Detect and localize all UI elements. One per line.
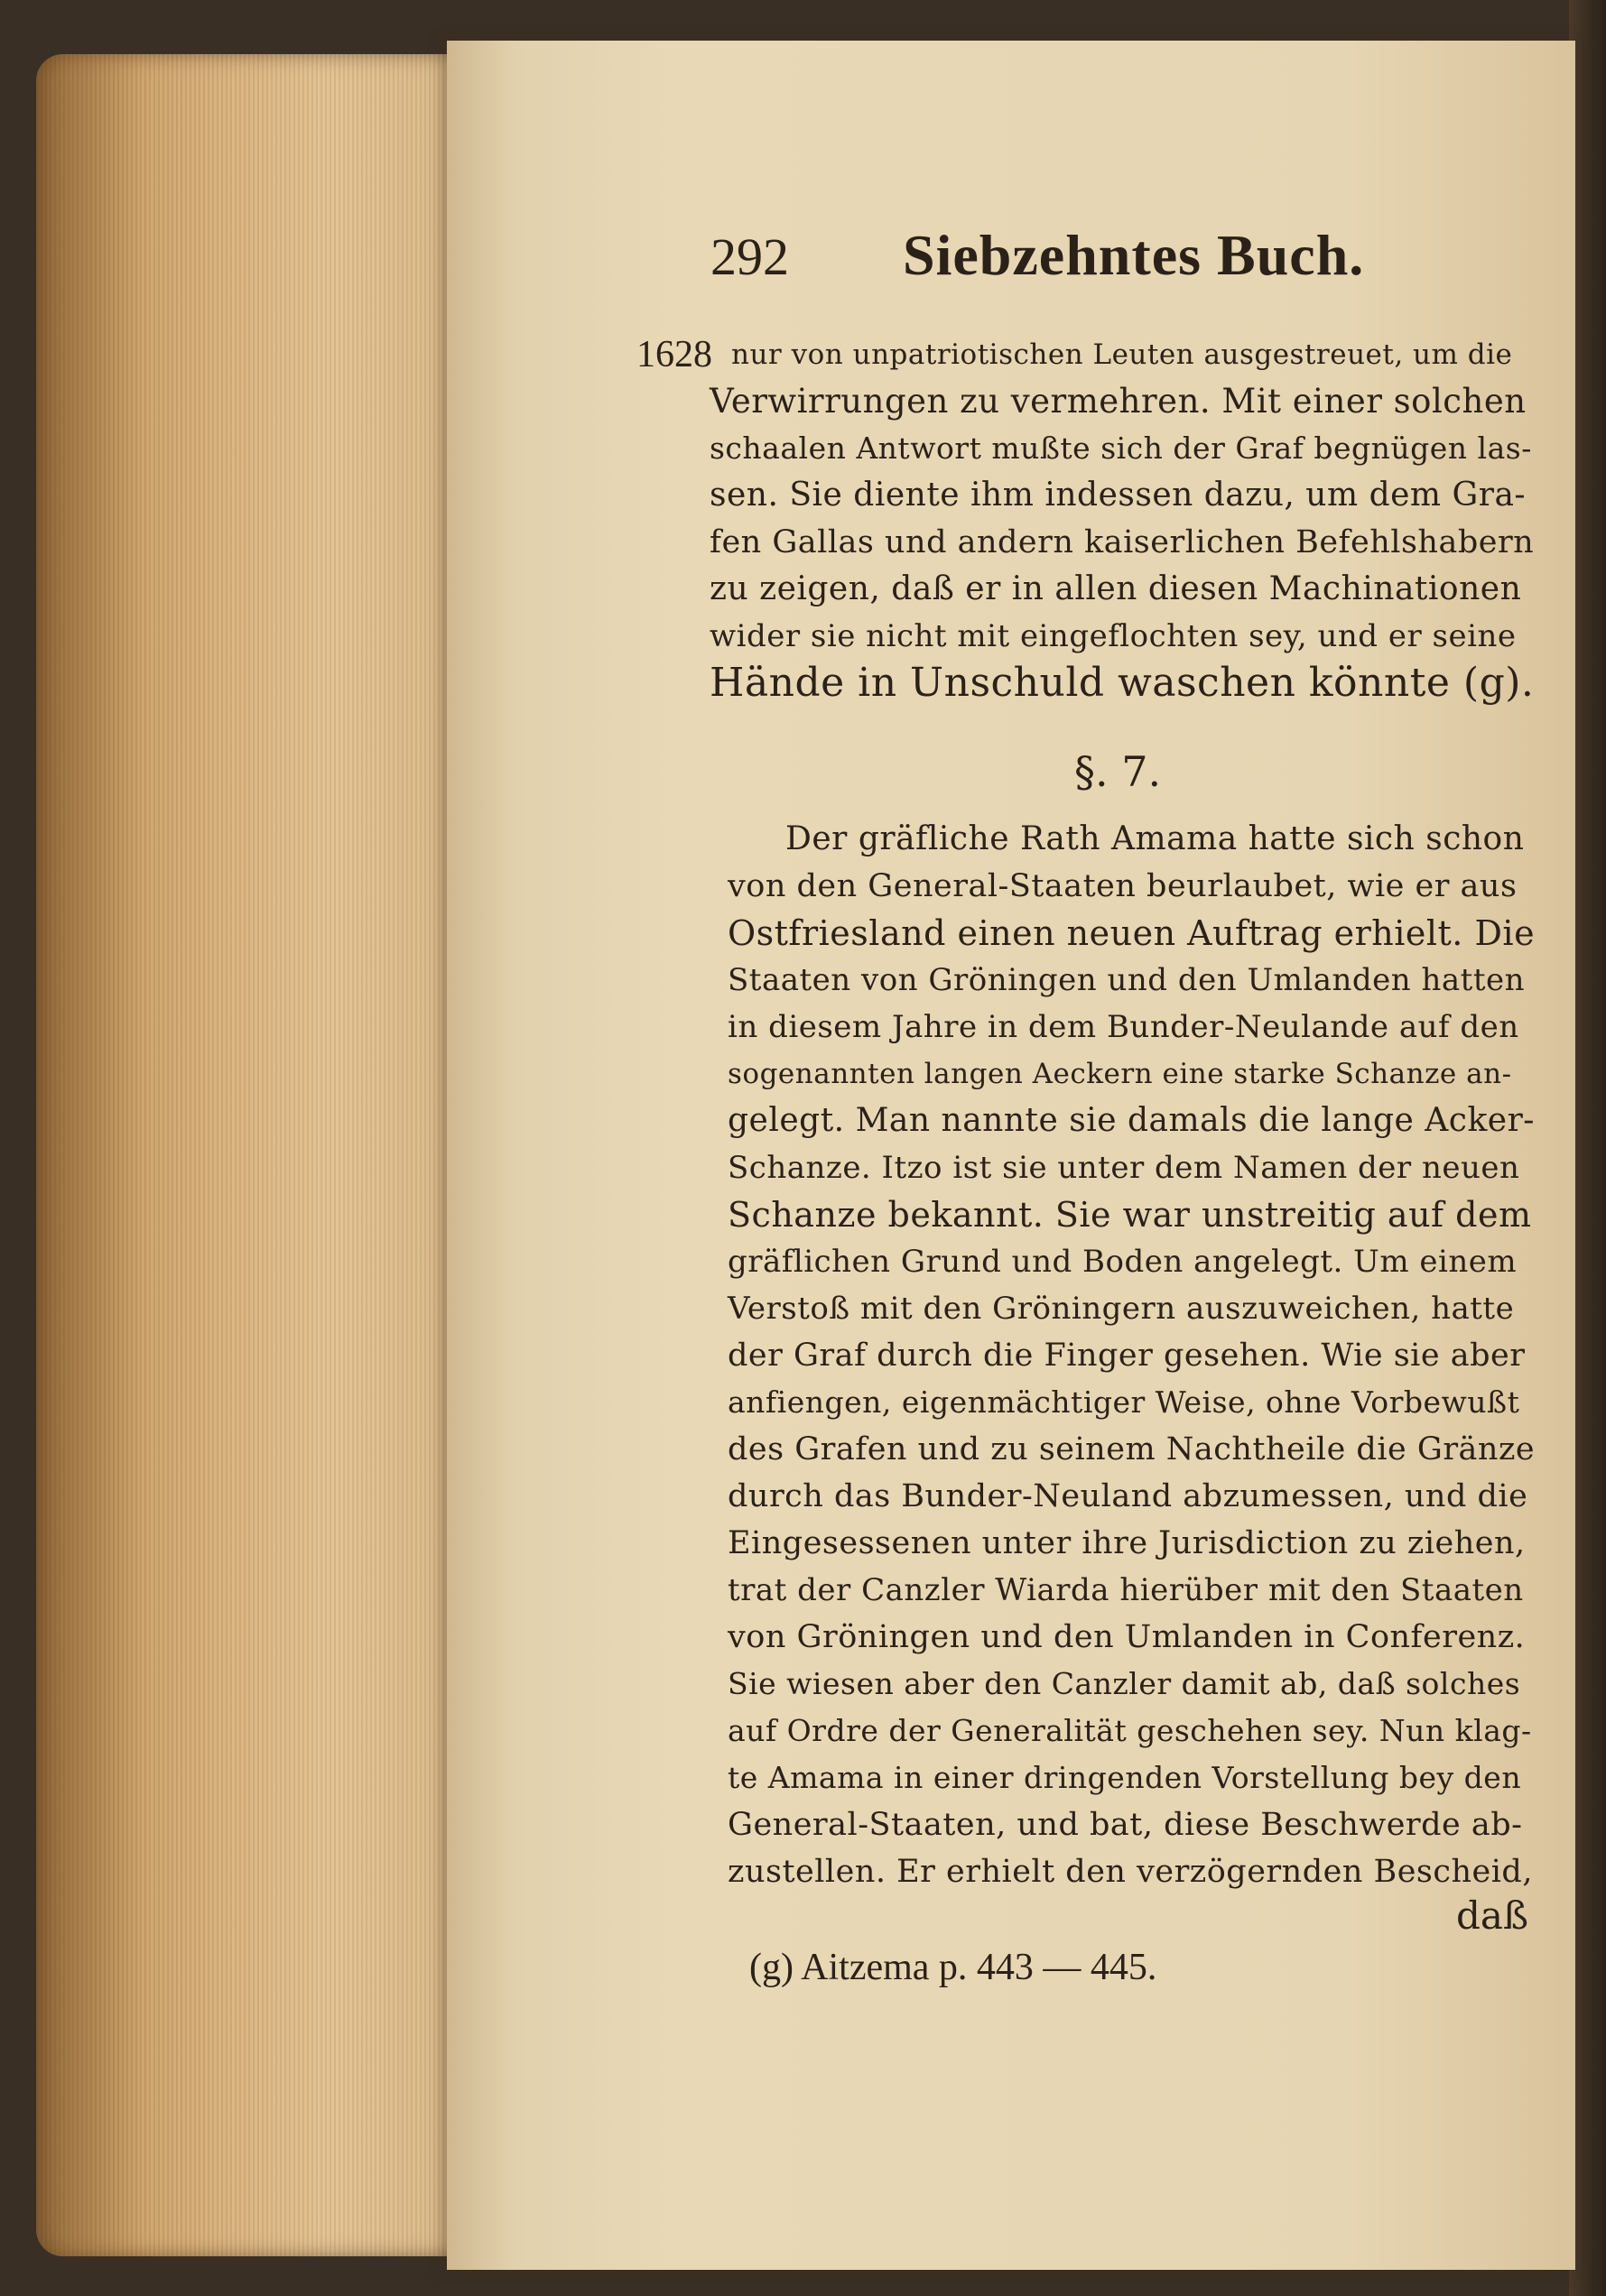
text-line: durch das Bunder-Neuland abzumessen, und die <box>728 1478 1528 1514</box>
text-line: Eingesessenen unter ihre Jurisdiction zu ziehen, <box>728 1525 1526 1561</box>
section-heading: §. 7. <box>1074 747 1162 796</box>
text-line: zu zeigen, daß er in allen diesen Machinationen <box>710 570 1522 607</box>
text-line: von Gröningen und den Umlanden in Conferenz. <box>728 1619 1526 1655</box>
text-line: gelegt. Man nannte sie damals die lange Acker- <box>728 1102 1535 1139</box>
text-line: sen. Sie diente ihm indessen dazu, um dem Gra- <box>710 477 1527 514</box>
text-line: von den General-Staaten beurlaubet, wie er aus <box>728 868 1518 904</box>
text-line: Staaten von Gröningen und den Umlanden hatten <box>728 962 1526 998</box>
running-title: Siebzehntes Buch. <box>903 223 1365 287</box>
text-line: gräflichen Grund und Boden angelegt. Um einem <box>728 1244 1518 1280</box>
text-line: fen Gallas und andern kaiserlichen Befehlshabern <box>710 524 1535 560</box>
text-line: trat der Canzler Wiarda hierüber mit den Staaten <box>728 1572 1524 1608</box>
text-line: Ostfriesland einen neuen Auftrag erhielt. Die <box>728 913 1536 953</box>
text-line: Hände in Unschuld waschen könnte (g). <box>710 660 1535 706</box>
page-number: 292 <box>710 227 789 286</box>
text-line: nur von unpatriotischen Leuten ausgestreuet, um die <box>731 338 1513 371</box>
text-line: Schanze. Itzo ist sie unter dem Namen der neuen <box>728 1150 1520 1186</box>
text-line: General-Staaten, und bat, diese Beschwerde ab- <box>728 1807 1523 1843</box>
text-line: des Grafen und zu seinem Nachtheile die Gränze <box>728 1431 1536 1467</box>
text-line: Verstoß mit den Gröningern auszuweichen, hatte <box>728 1291 1515 1327</box>
text-line: Der gräfliche Rath Amama hatte sich schon <box>785 820 1525 857</box>
text-line: auf Ordre der Generalität geschehen sey. Nun klag- <box>728 1713 1532 1748</box>
text-line: Schanze bekannt. Sie war unstreitig auf dem <box>728 1195 1532 1235</box>
text-line: wider sie nicht mit eingeflochten sey, und er seine <box>710 618 1517 654</box>
text-line: sogenannten langen Aeckern eine starke Schanze an- <box>728 1058 1512 1090</box>
margin-year: 1628 <box>636 334 712 375</box>
text-line: te Amama in einer dringenden Vorstellung bey den <box>728 1760 1522 1795</box>
text-line: anfiengen, eigenmächtiger Weise, ohne Vorbewußt <box>728 1384 1520 1420</box>
text-line: der Graf durch die Finger gesehen. Wie sie aber <box>728 1338 1526 1374</box>
catchword: daß <box>1456 1893 1528 1938</box>
text-line: Verwirrungen zu vermehren. Mit einer solchen <box>710 382 1527 421</box>
text-line: schaalen Antwort mußte sich der Graf begnügen las- <box>710 430 1532 466</box>
footnote: (g) Aitzema p. 443 — 445. <box>749 1947 1157 1988</box>
text-line: zustellen. Er erhielt den verzögernden Bescheid, <box>728 1854 1533 1890</box>
text-line: Sie wiesen aber den Canzler damit ab, daß solches <box>728 1666 1521 1701</box>
text-line: in diesem Jahre in dem Bunder-Neulande auf den <box>728 1009 1519 1045</box>
